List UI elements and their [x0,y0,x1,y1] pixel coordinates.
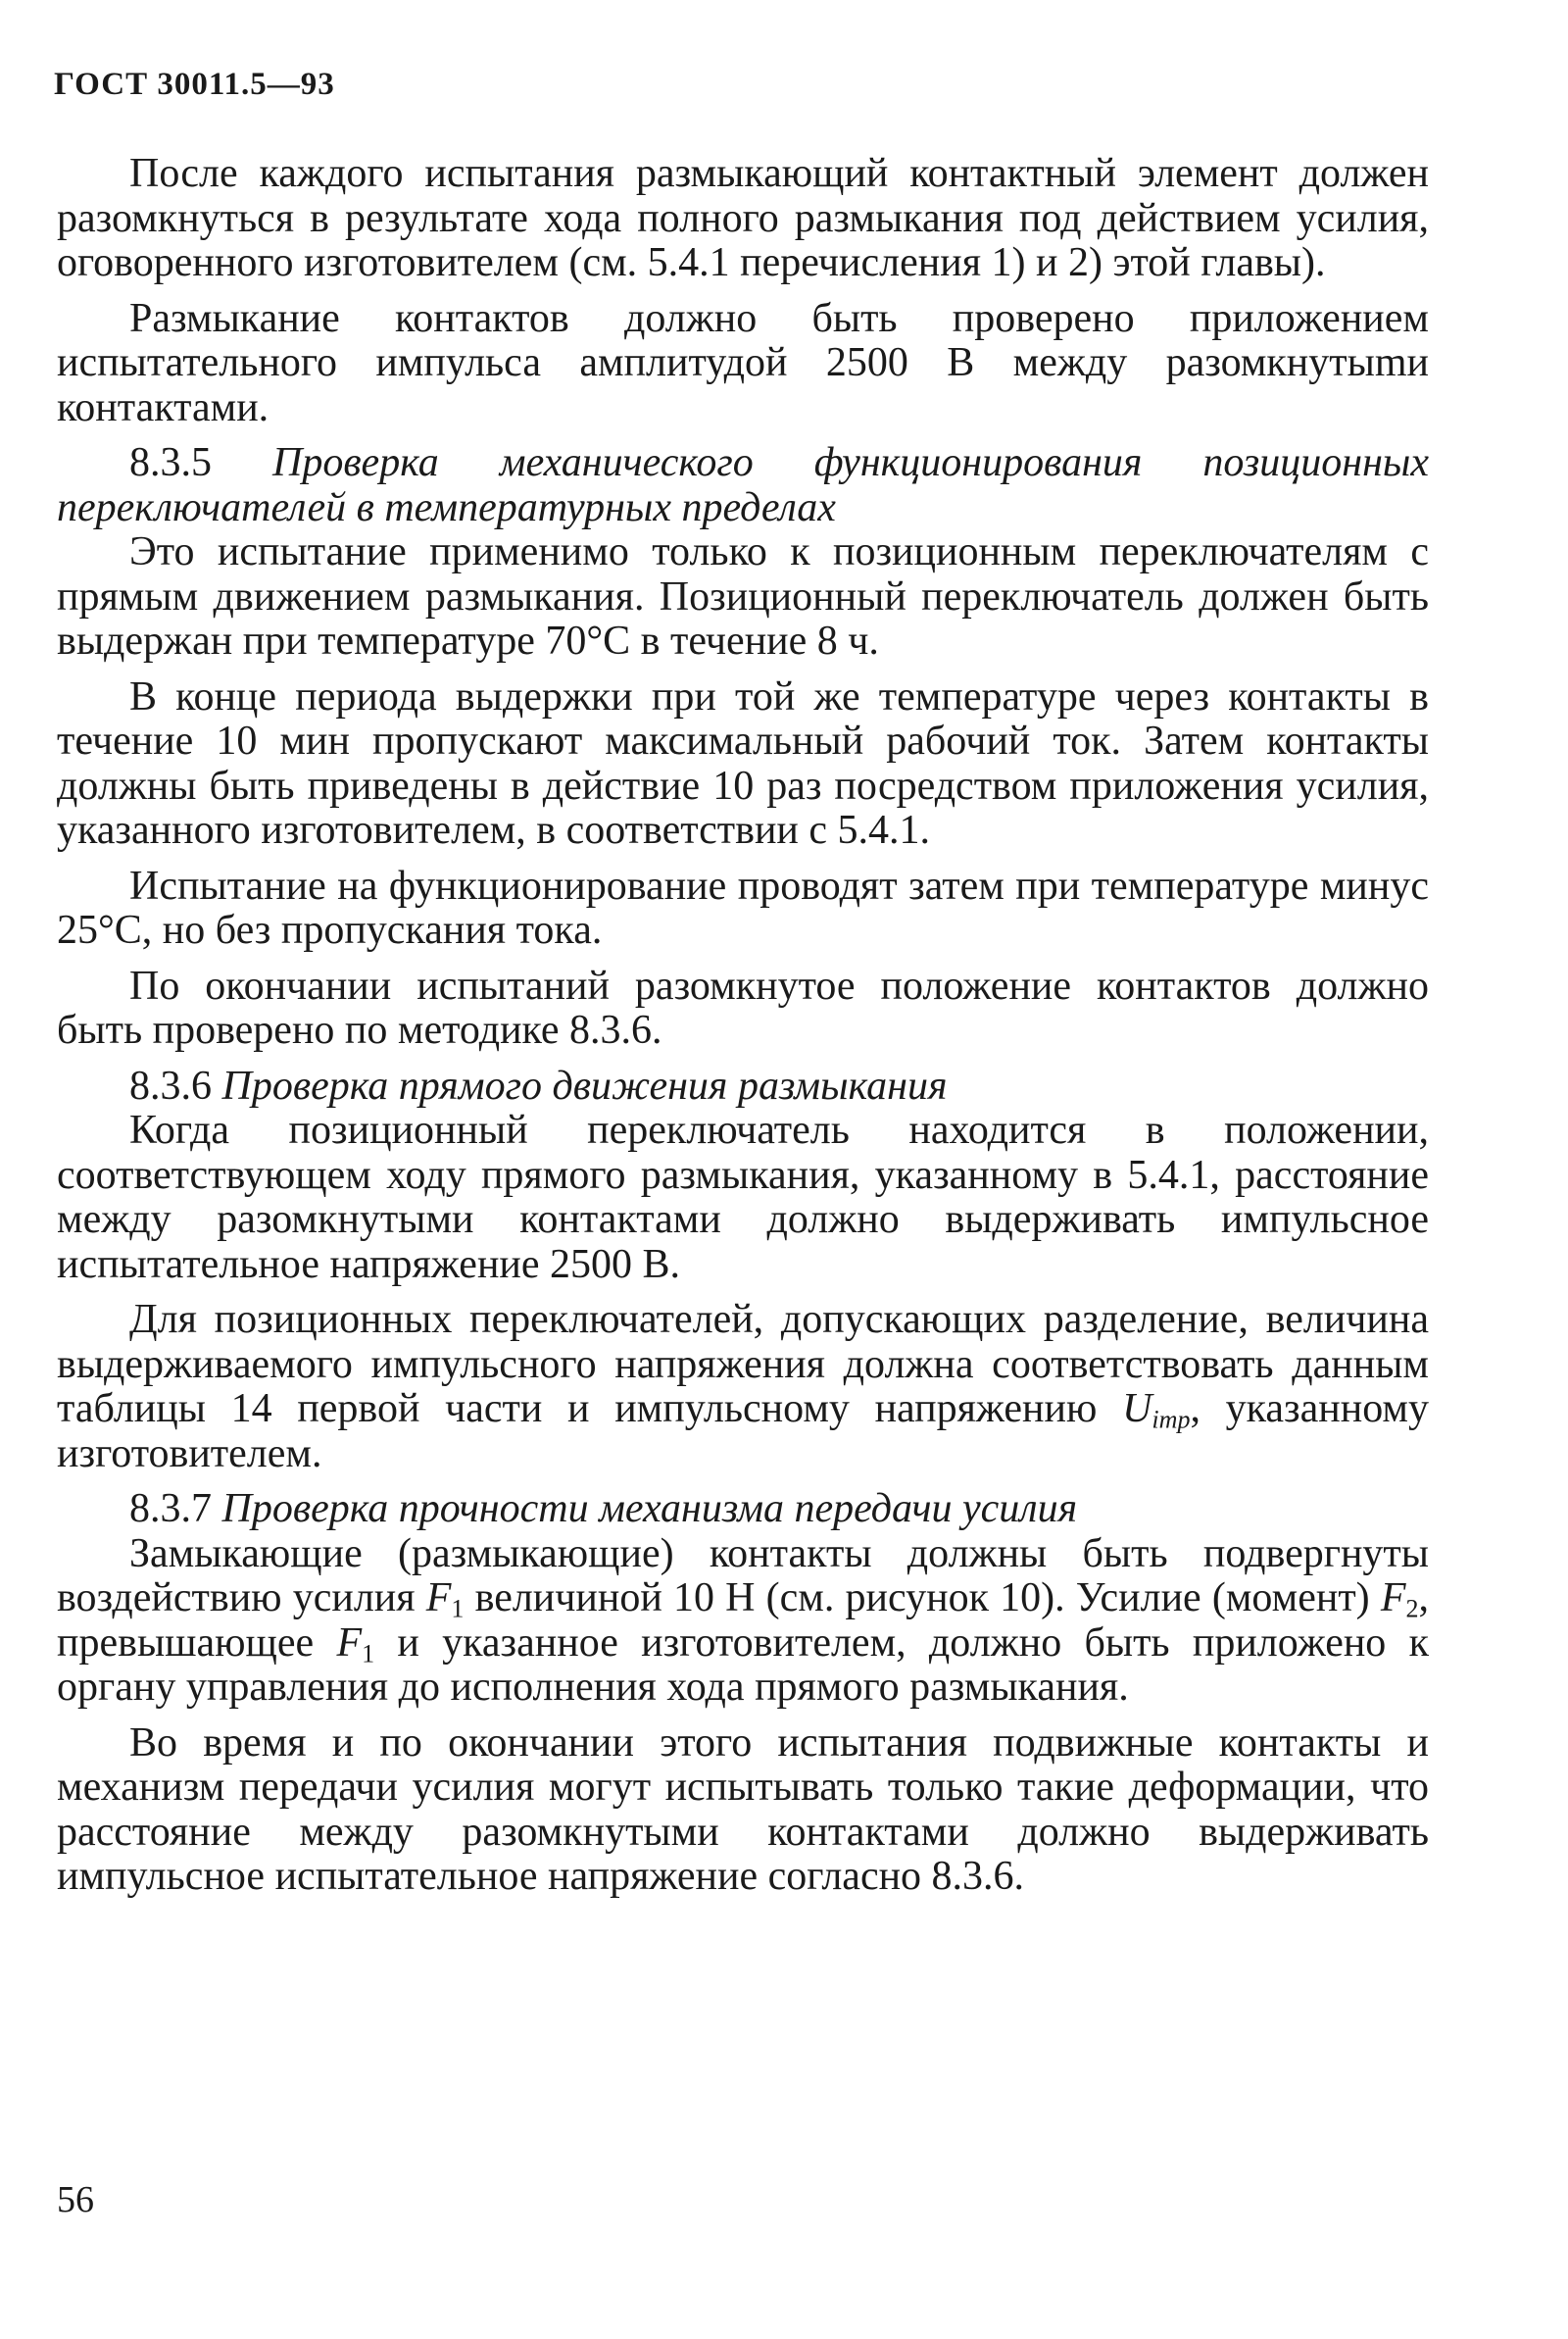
section-number: 8.3.6 [129,1063,212,1109]
section-number: 8.3.5 [129,440,212,485]
force-subscript: 1 [362,1639,375,1667]
body-text [57,152,1429,1911]
paragraph: Испытание на функционирование проводят затем при температуре минус 25°С, но без пропускания тока. [57,863,1429,953]
paragraph [57,1298,1429,1476]
section-heading-8-3-6 [57,1065,1429,1110]
section-title: Проверка прямого движения размыкания [221,1063,948,1109]
text-run: Замыкающие (размыкающие) контакты должны быть подвергнуты воздействию усилия [57,1530,1429,1620]
paragraph: По окончании испытаний разомкнутое положение контактов должно быть проверено по методике 8.3.6. [57,963,1429,1053]
voltage-subscript: imp [1152,1405,1191,1434]
force-symbol: F [425,1575,452,1620]
text-run: , указанному изготовителем. [57,1386,1430,1476]
text-run: величиной 10 Н (см. рисунок 10). Усилие (момент) [464,1575,1381,1620]
force-symbol: F [336,1619,363,1666]
force-subscript: 1 [451,1594,465,1623]
paragraph: Когда позиционный переключатель находится в положении, соответствующем ходу прямого размыкания, указанному в 5.4.1, расстояние между разомкнутыми контактами должно выдерживать импульсное испытательное напряжение 2500 В. [57,1108,1429,1287]
section-title: Проверка прочности механизма передачи усилия [221,1486,1078,1531]
paragraph: Размыкание контактов должно быть проверено приложением испытательного импульса амплитудой 2500 В между разомкнутыmи контактами. [57,295,1429,430]
section-number: 8.3.7 [129,1486,212,1531]
paragraph: После каждого испытания размыкающий контактный элемент должен разомкнуться в результате хода полного размыкания под действием усилия, оговоренного изготовителем (см. 5.4.1 перечисления 1) и 2) этой главы). [57,151,1429,285]
section-heading-8-3-7 [57,1487,1429,1532]
paragraph: В конце периода выдержки при той же температуре через контакты в течение 10 мин пропускают максимальный рабочий ток. Затем контакты должны быть приведены в действие 10 раз посредством приложения усилия, указанного изготовителем, в соответствии с 5.4.1. [57,673,1429,853]
voltage-symbol: U [1122,1386,1152,1431]
text-run: , превышающее [57,1575,1430,1666]
paragraph: Во время и по окончании этого испытания подвижные контакты и механизм передачи усилия могут испытывать только такие деформации, что расстояние между разомкнутыми контактами должно выдерживать импульсное испытательное напряжение согласно 8.3.6. [57,1719,1429,1899]
running-header: ГОСТ 30011.5—93 [54,67,335,102]
page-number: 56 [57,2179,94,2220]
text-run: и указанное изготовителем, должно быть приложено к органу управления до исполнения хода прямого размыкания. [57,1619,1429,1710]
paragraph [57,1532,1429,1711]
paragraph: Это испытание применимо только к позиционным переключателям с прямым движением размыкания. Позиционный переключатель должен быть выдержан при температуре 70°С в течение 8 ч. [57,529,1429,664]
text-run: Для позиционных переключателей, допускающих разделение, величина выдерживаемого импульсного напряжения должна соответствовать данным таблицы 14 первой части и импульсному напряжению [57,1297,1429,1431]
force-symbol: F [1380,1575,1406,1620]
section-title: Проверка механического функционирования позиционных переключателей в температурных пределах [57,440,1429,530]
force-subscript: 2 [1405,1594,1419,1623]
section-heading-8-3-5 [57,441,1429,530]
